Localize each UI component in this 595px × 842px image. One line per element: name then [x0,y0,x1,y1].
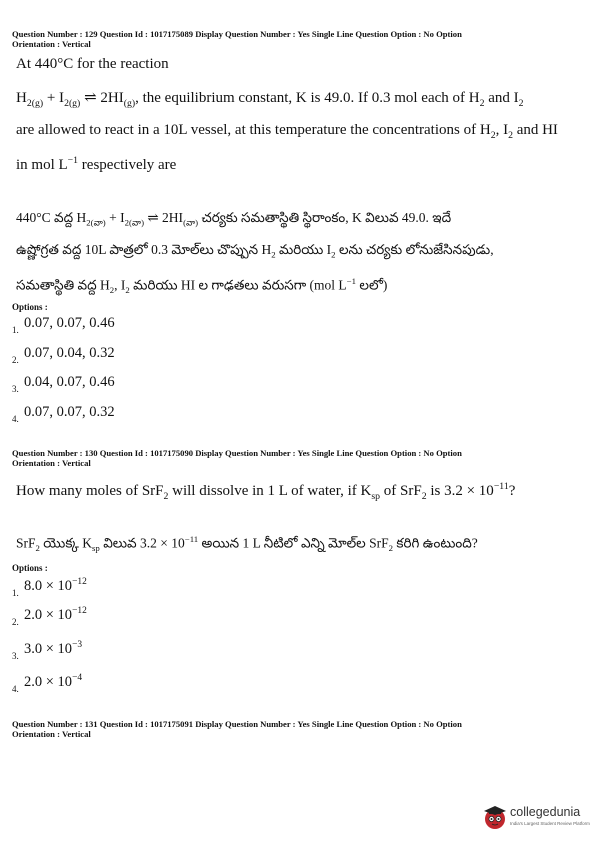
option-text: 0.07, 0.07, 0.46 [24,315,115,331]
option-exponent: −3 [72,640,83,650]
q129-english-line1: At 440°C for the reaction [16,56,169,72]
option-text: 0.07, 0.07, 0.32 [24,404,115,420]
option-number: 1. [12,587,19,598]
option-exponent: −12 [72,577,87,587]
option-base: 3.0 × 10 [24,640,73,657]
option-base: 2.0 × 10 [24,673,73,690]
option-text: 0.04, 0.07, 0.46 [24,374,115,390]
option-base: 8.0 × 10 [24,577,73,594]
option-number: 1. [12,325,19,335]
q130-option-2[interactable] [12,606,87,627]
q129-english-line4: in mol $L^{-1}$ respectively are [16,155,177,173]
q129-option-3[interactable] [12,374,115,394]
q129-meta-line2: Orientation : Vertical [12,39,91,49]
q129-english-line2: $H_{2(g)} + I_{2(g)}$ ⇌ $2HI_{(g)}$, the equilibrium constant, K is 49.0. If 0.3 mol each of $H_2$ and $I_2$ [16,90,524,109]
q131-meta-line2: Orientation : Vertical [12,729,91,739]
q129-option-2[interactable] [12,345,115,365]
q129-telugu-line2: ఉష్ణోగ్రత వద్ద 10L పాత్రలో 0.3 మోల్‌లు చొప్పున $H_2$ మరియు $I_2$ లను చర్యకు లోనుజేసినపుడు, [16,242,494,260]
option-exponent: −12 [72,606,87,616]
option-text: 0.07, 0.04, 0.32 [24,345,115,361]
q129-telugu-line3: సమతాస్థితి వద్ద $H_2$, $I_2$ మరియు HI ల గాఢతలు వరుసగా (mol $L^{-1}$ లలో) [16,276,388,296]
q129-meta-line1: Question Number : 129 Question Id : 1017175089 Display Question Number : Yes Single Line Question Option : No Option [12,29,462,39]
q131-meta [12,719,462,739]
q129-option-4[interactable] [12,404,115,424]
q130-option-3[interactable] [12,640,82,661]
collegedunia-logo[interactable] [480,802,588,832]
option-number: 4. [12,683,19,694]
option-number: 2. [12,355,19,365]
option-exponent: −4 [72,673,83,683]
q129-options-label: Options : [12,302,48,312]
q130-english: How many moles of SrF$_2$ will dissolve in 1 L of water, if $K_{sp}$ of SrF$_2$ is $3.2 \times 10^{-11}$? [16,481,516,502]
q129-english-line3: are allowed to react in a 10L vessel, at this temperature the concentrations of $H_2$, $I_2$ and HI [16,122,558,141]
graduate-mascot-icon [480,802,510,832]
q130-options-label: Options : [12,563,48,573]
q129-telugu-line1: 440°C వద్ద $H_{2(వా)} + I_{2(వా)}$ ⇌ $2HI_{(వా)}$ చర్యకు సమతాస్థితి స్థిరాంకం, K విలువ 49.0. ఇదే [16,210,452,228]
option-number: 3. [12,650,19,661]
q129-option-1[interactable] [12,315,115,335]
q130-option-1[interactable] [12,577,87,598]
q130-option-4[interactable] [12,673,82,694]
logo-wordmark: collegedunia [510,805,581,819]
option-number: 4. [12,414,19,424]
logo-tagline: India's Largest Student Review Platform [510,821,590,826]
q130-meta-line2: Orientation : Vertical [12,458,91,468]
q130-meta [12,448,462,468]
q129-meta [12,29,462,49]
option-base: 2.0 × 10 [24,606,73,623]
q131-meta-line1: Question Number : 131 Question Id : 1017175091 Display Question Number : Yes Single Line Question Option : No Option [12,719,462,729]
option-number: 2. [12,616,19,627]
option-number: 3. [12,384,19,394]
q130-meta-line1: Question Number : 130 Question Id : 1017175090 Display Question Number : Yes Single Line Question Option : No Option [12,448,462,458]
q130-telugu: SrF$_2$ యొక్క $K_{sp}$ విలువ $3.2 \times 10^{-11}$ అయిన 1 L నీటిలో ఎన్ని మోల్‌ల SrF$_2$ కరిగి ఉంటుంది? [16,534,478,554]
